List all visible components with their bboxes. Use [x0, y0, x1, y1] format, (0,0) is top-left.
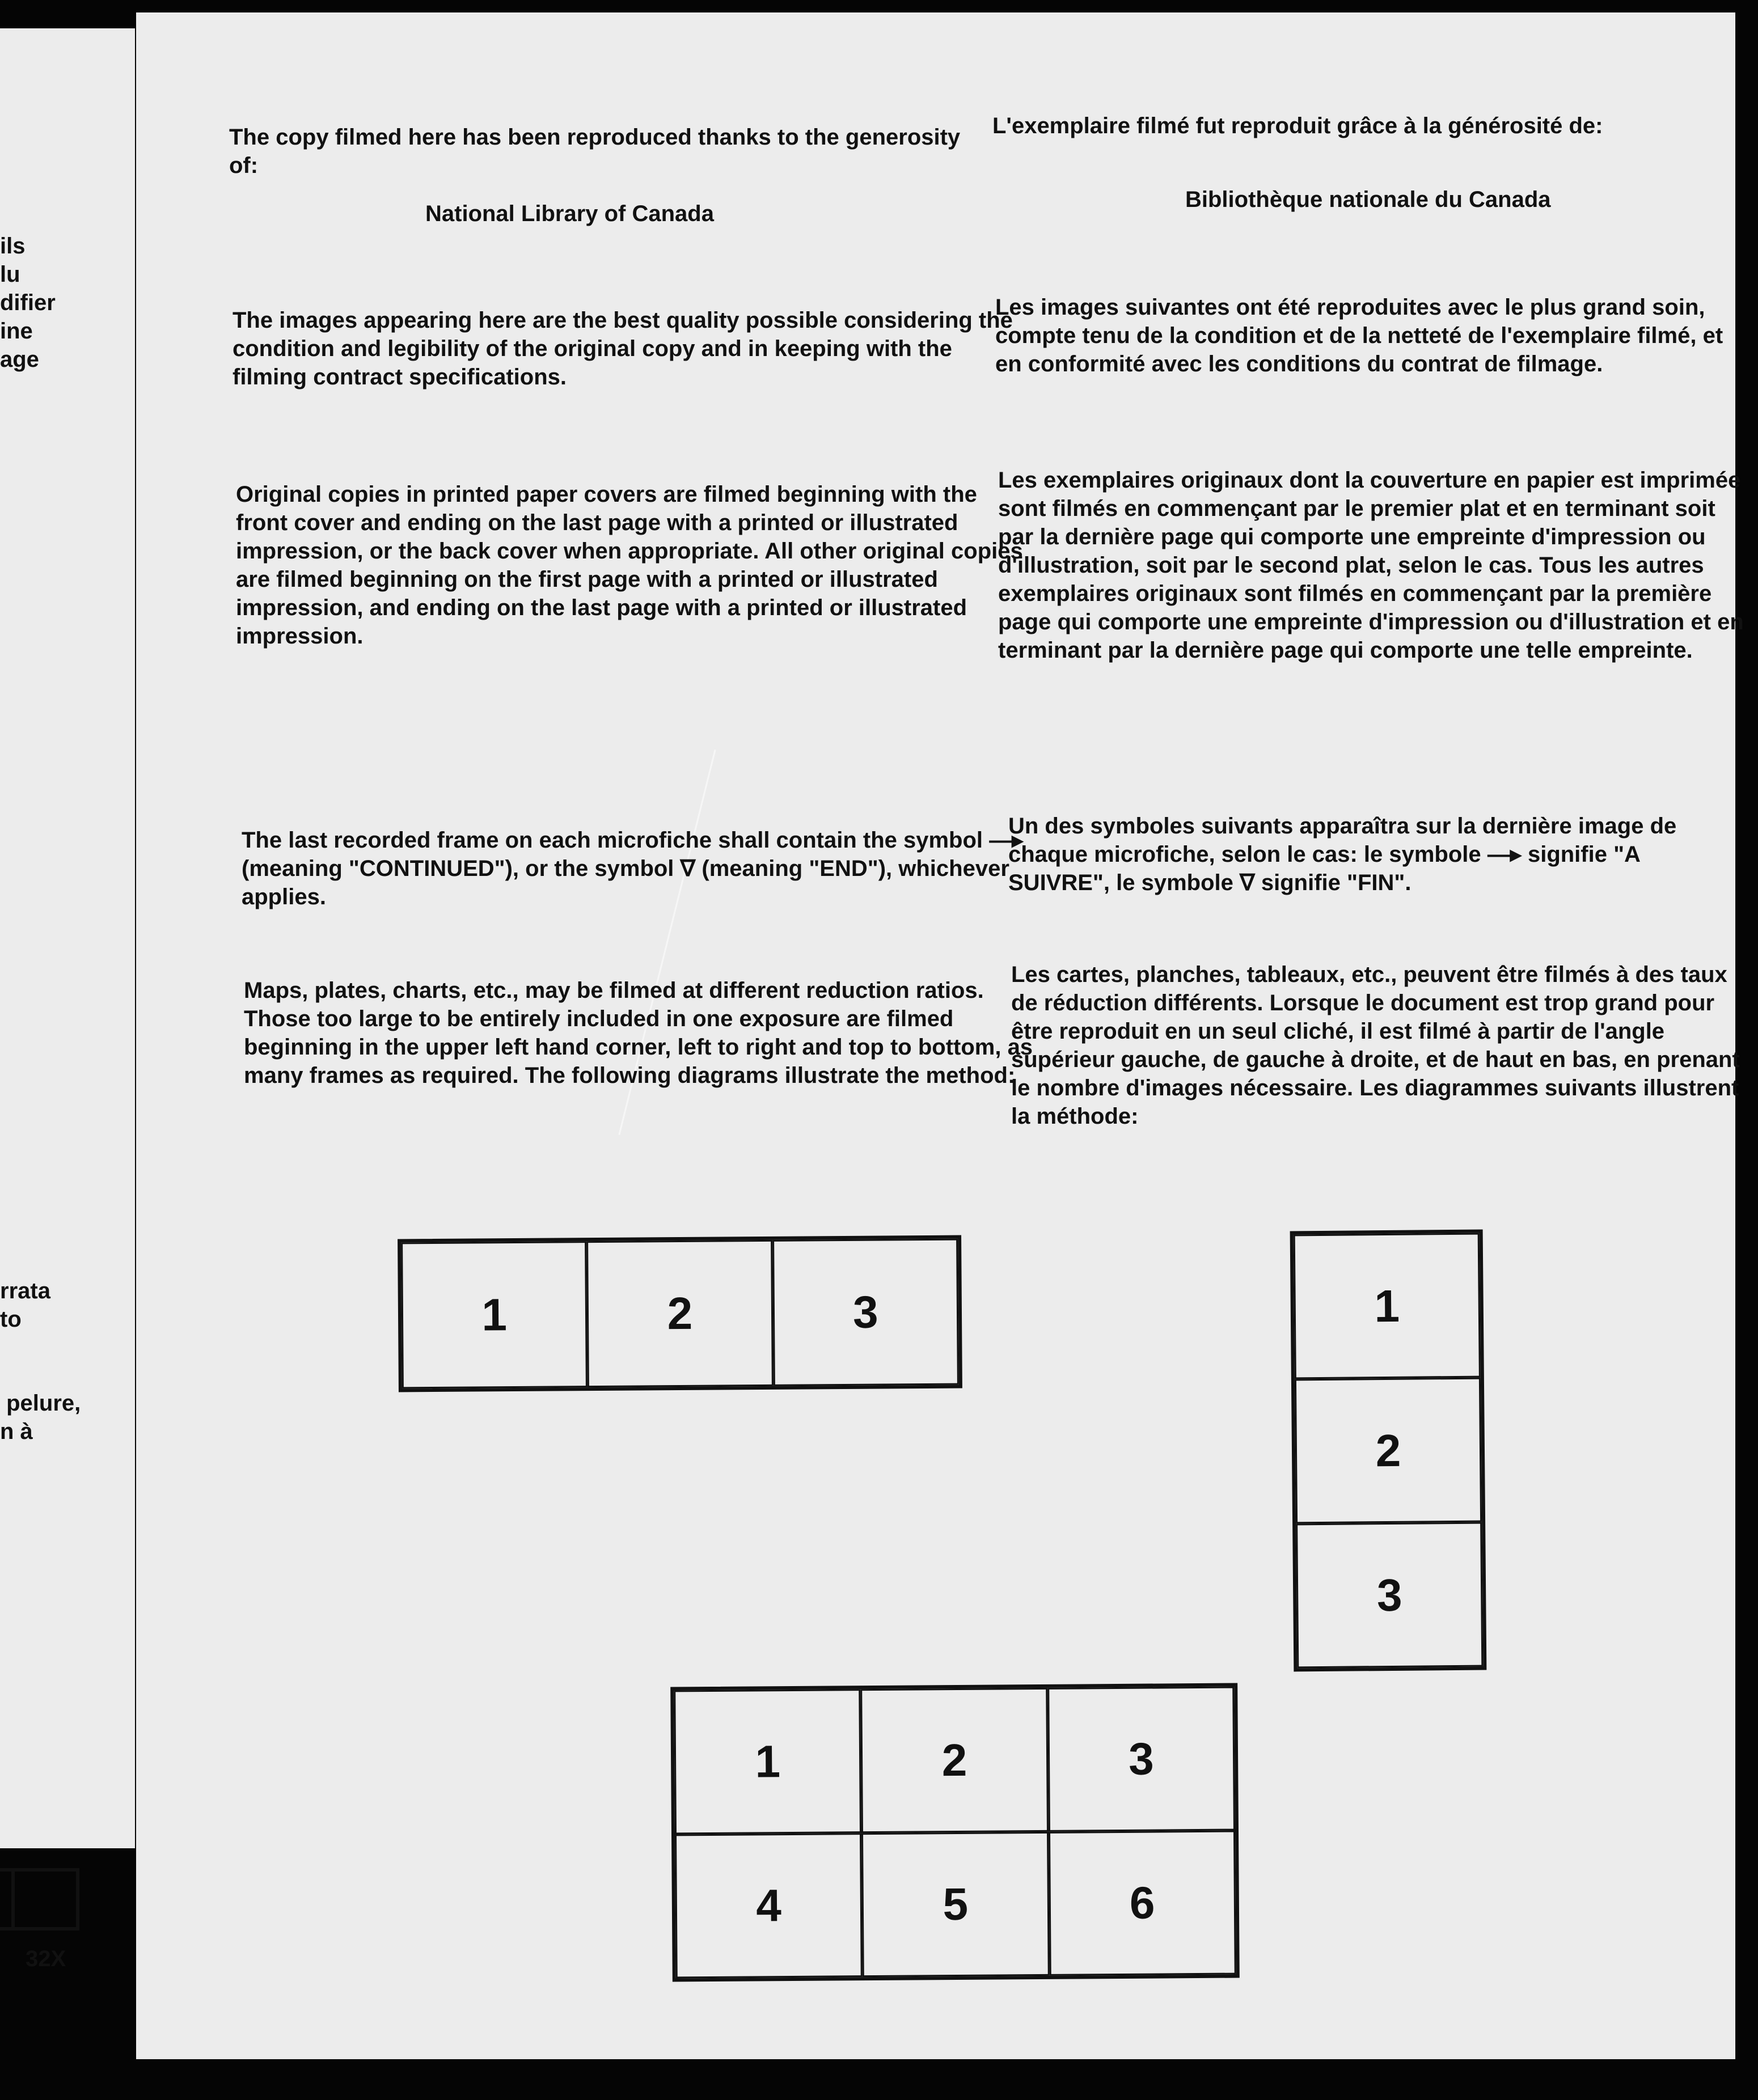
adjacent-page-fragment-text: rrata: [0, 1278, 50, 1303]
frame-cell: 1: [401, 1241, 588, 1388]
row-diagram: [398, 1235, 962, 1392]
adjacent-page-fragment-text: ils: [0, 234, 26, 259]
frame-cell: 4: [675, 1833, 863, 1978]
frame-cell: 2: [861, 1688, 1049, 1833]
frame-cell: 6: [1049, 1831, 1236, 1976]
notice-page: [136, 12, 1744, 2059]
english-symbols-paragraph: The last recorded frame on each microfiche shall contain the symbol —▸ (meaning "CONTINUED"), or the symbol ∇ (meaning "END"), whichever applies.: [242, 828, 1024, 909]
frame-cell: 3: [772, 1239, 959, 1386]
french-quality-paragraph: Les images suivantes ont été reproduites avec le plus grand soin, compte tenu de la condition et de la netteté de l'exemplaire filmé, et en conformité avec les conditions du contrat de filmage.: [995, 295, 1723, 376]
english-library-name: National Library of Canada: [425, 201, 714, 226]
adjacent-page-fragment-text: ine: [0, 319, 33, 344]
french-thanks: L'exemplaire filmé fut reproduit grâce à la générosité de:: [992, 113, 1603, 138]
english-covers-paragraph: Original copies in printed paper covers are filmed beginning with the front cover and ending on the last page with a printed or illustrated impression, or the back cover when appropriate. All other original copies are filmed beginning on the first page with a printed or illustrated impression, and ending on the last page with a printed or illustrated impression.: [236, 482, 1023, 649]
french-covers-paragraph: Les exemplaires originaux dont la couverture en papier est imprimée sont filmés en commençant par le premier plat et en terminant soit par la dernière page qui comporte une empreinte d'impression ou d'illustration, soit par le second plat, selon le cas. Tous les autres exemplaires originaux sont filmés en commençant par la première page qui comporte une empreinte d'impression ou d'illustration et en terminant par la dernière page qui comporte une telle empreinte.: [998, 468, 1744, 663]
frame-cell: 3: [1296, 1522, 1483, 1669]
adjacent-page-fragment-text: pelure,: [0, 1391, 81, 1416]
french-library-name: Bibliothèque nationale du Canada: [1185, 187, 1551, 212]
adjacent-page-fragment-text: age: [0, 347, 39, 372]
frame-cell: 1: [1294, 1233, 1481, 1379]
french-symbols-paragraph: Un des symboles suivants apparaîtra sur la dernière image de chaque microfiche, selon le cas: le symbole —▸ signifie "A SUIVRE", le symbole ∇ signifie "FIN".: [1008, 814, 1677, 895]
column-diagram: [1290, 1230, 1487, 1672]
frame-cell: 1: [674, 1689, 861, 1834]
english-thanks: The copy filmed here has been reproduced thanks to the generosity of:: [229, 125, 961, 178]
frame-cell: 5: [861, 1832, 1049, 1977]
adjacent-page-fragment-text: to: [0, 1307, 22, 1332]
adjacent-page-fragment-text: difier: [0, 290, 56, 315]
frame-cell: 3: [1047, 1687, 1235, 1832]
frame-cell: 2: [586, 1240, 773, 1387]
english-maps-paragraph: Maps, plates, charts, etc., may be filmed at different reduction ratios. Those too large to be entirely included in one exposure are filmed beginning in the upper left hand corner, left to right and top to bottom, as many frames as required. The following diagrams illustrate the method:: [244, 978, 1033, 1088]
english-quality-paragraph: The images appearing here are the best quality possible considering the condition and legibility of the original copy and in keeping with the filming contract specifications.: [233, 308, 1013, 389]
adjacent-page-fragment: [0, 28, 135, 1971]
reduction-scale-box: [0, 1868, 79, 1930]
french-maps-paragraph: Les cartes, planches, tableaux, etc., peuvent être filmés à des taux de réduction différents. Lorsque le document est trop grand pour être reproduit en un seul cliché, il est filmé à partir de l'angle supérieur gauche, de gauche à droite, et de haut en bas, en prenant le nombre d'images nécessaire. Les diagrammes suivants illustrent la méthode:: [1011, 962, 1740, 1129]
adjacent-page-fragment-text: n à: [0, 1419, 33, 1444]
adjacent-page-fragment-text: lu: [0, 262, 20, 287]
frame-cell: 2: [1295, 1378, 1482, 1524]
grid-diagram: [670, 1683, 1240, 1982]
adjacent-page-fragment-text: 32X: [26, 1946, 66, 1971]
